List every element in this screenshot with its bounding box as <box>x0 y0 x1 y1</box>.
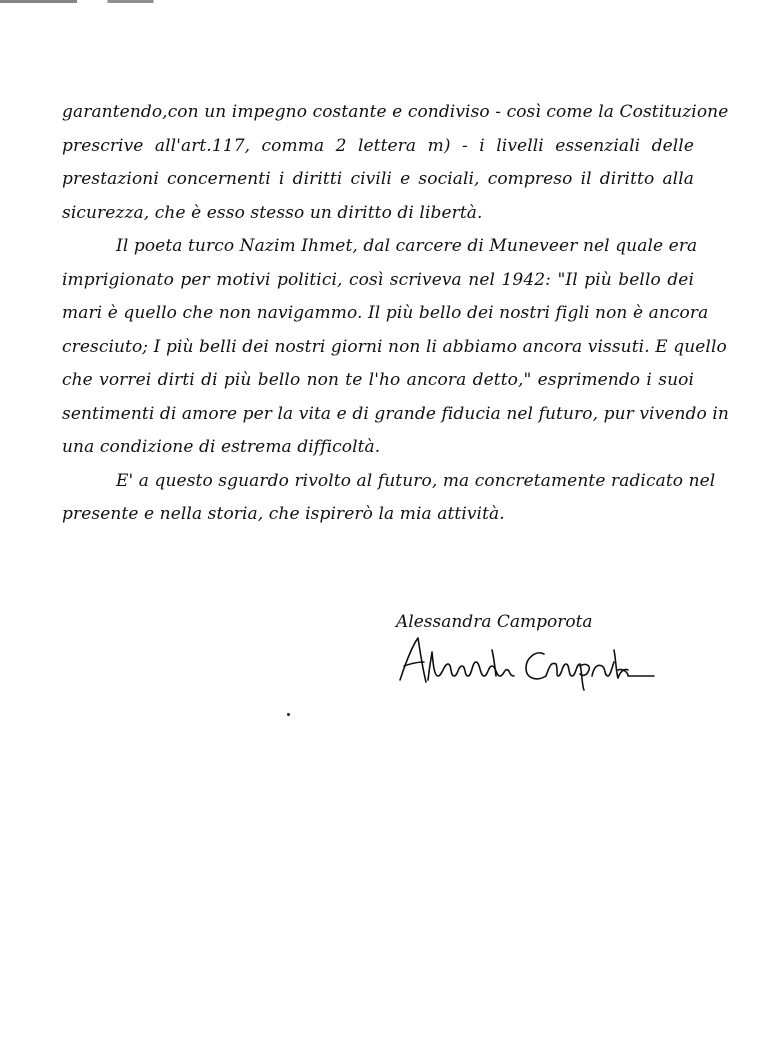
text-line: Il poeta turco Nazim Ihmet, dal carcere di Muneveer nel quale era <box>116 236 698 256</box>
text-line: cresciuto; I più belli dei nostri giorni non li abbiamo ancora vissuti. E quello <box>62 336 727 357</box>
paragraph-1 <box>62 96 729 230</box>
text-line: presente e nella storia, che ispirerò la mia attività. <box>62 504 505 524</box>
text-line: prestazioni concernenti i diritti civili e sociali, compreso il diritto alla <box>62 169 694 189</box>
text-line: garantendo,con un impegno costante e condiviso - così come la Costituzione <box>62 102 729 122</box>
text-line: una condizione di estrema difficoltà. <box>62 437 381 457</box>
signature-block <box>396 612 656 692</box>
paragraph-3 <box>62 465 716 532</box>
handwritten-signature <box>396 632 656 692</box>
text-line: sicurezza, che è esso stesso un diritto di libertà. <box>62 202 483 223</box>
paragraph-2 <box>62 230 729 465</box>
scan-top-edge <box>0 0 768 3</box>
text-line: che vorrei dirti di più bello non te l'ho ancora detto," esprimendo i suoi <box>62 370 694 390</box>
stray-ink-dot <box>287 713 290 716</box>
text-line: prescrive all'art.117, comma 2 lettera m) - i livelli essenziali delle <box>62 135 694 156</box>
text-line: imprigionato per motivi politici, così scriveva nel 1942: "Il più bello dei <box>62 269 694 290</box>
signature-typed-name: Alessandra Camporota <box>396 612 593 632</box>
text-line: E' a questo sguardo rivolto al futuro, ma concretamente radicato nel <box>116 470 716 491</box>
letter-body <box>62 96 729 532</box>
text-line: mari è quello che non navigammo. Il più bello dei nostri figli non è ancora <box>62 303 709 323</box>
text-line: sentimenti di amore per la vita e di grande fiducia nel futuro, pur vivendo in <box>62 403 729 424</box>
